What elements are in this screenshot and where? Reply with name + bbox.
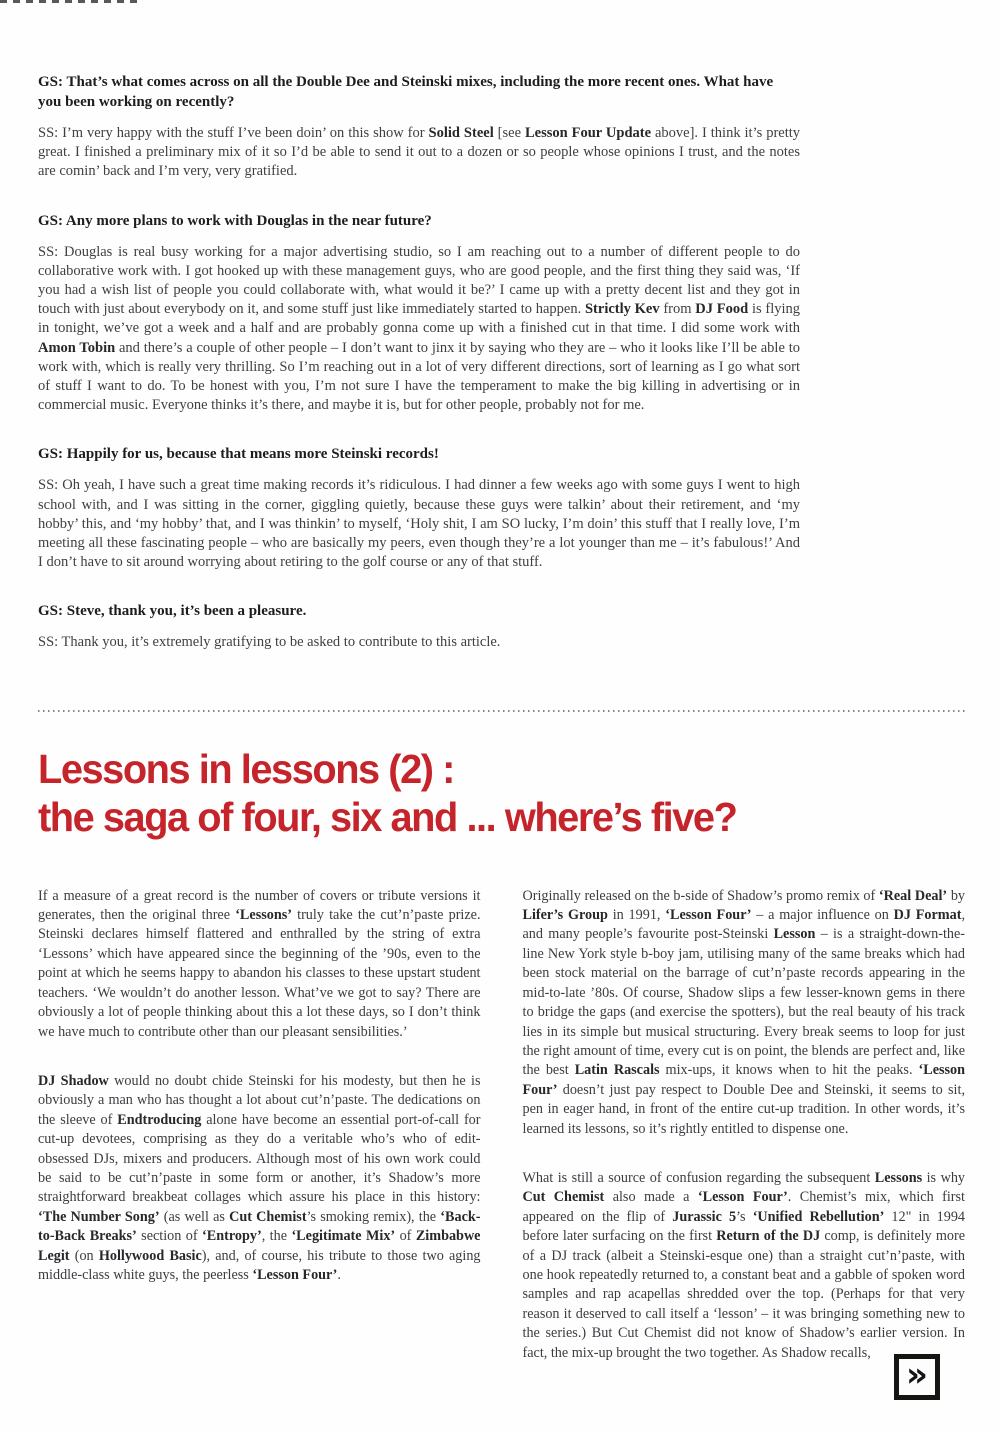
left-column-paragraph-2: DJ Shadow would no doubt chide Steinski for his modesty, but then he is obviously a man who has thought a lot about cut’n’paste. The dedications on the sleeve of Endtroducing alone have become an essential port-of-call for cut-up devotees, comprising as they do a veritable who’s who of edit-obsessed DJs, mixers and producers. Although most of his own work could be said to be cut’n’paste in some form or another, it’s Shadow’s more straightforward breakbeat collages which assure his place in this history: ‘The Number Song’ (as well as Cut Chemist’s smoking remix), the ‘Back-to-Back Breaks’ section of ‘Entropy’, the ‘Legitimate Mix’ of Zimbabwe Legit (on Hollywood Basic), and, of course, his tribute to those two aging middle-class white guys, the peerless ‘Lesson Four’. [38,1072,481,1283]
left-column-paragraph-1: If a measure of a great record is the number of covers or tribute versions it generates, then the original three ‘Lessons’ truly take the cut’n’paste prize. Steinski declares himself flattered and enthralled by the string of extra ‘Lessons’ which have appeared since the beginning of the ’90s, even to the point at which he seems happy to abandon his classes to these upstart student teachers. ‘We wouldn’t do another lesson. What’ve we got to say? There are obviously a lot of people thinking about this a lot these days, so I don’t think we have much to contribute other than our pleasant sensibilities.’ [38,887,481,1040]
headline-line-1: Lessons in lessons (2) : [38,745,454,792]
left-column [38,887,481,1393]
right-column-paragraph-1: Originally released on the b-side of Shadow’s promo remix of ‘Real Deal’ by Lifer’s Group in 1991, ‘Lesson Four’ – a major influence on DJ Format, and many people’s favourite post-Steinski Lesson – is a straight-down-the-line New York style b-boy jam, utilising many of the same breaks which had been stock material on the barrage of cut’n’paste records appearing in the mid-to-late ’80s. Of course, Shadow slips a few lesser-known gems in there to bridge the gaps (and exercise the spotters), but the real beauty of his track lies in its simple but musical structuring. Every break seems to loop for just the right amount of time, every cut is on point, the blends are perfect and, like the best Latin Rascals mix-ups, it knows when to hit the peaks. ‘Lesson Four’ doesn’t just pay respect to Double Dee and Steinski, it seems to sit, pen in eager hand, in front of the entire cut-up tradition. In other words, it’s learned its lessons, so it’s rightly entitled to dispense one. [522,887,966,1137]
dotted-divider [38,710,965,712]
headline-line-2: the saga of four, six and ... where’s five? [38,793,737,840]
double-chevron-right-icon: » [906,1355,928,1395]
article-headline [38,745,965,841]
interview-section [38,72,800,653]
scan-artifact [0,0,138,3]
article-body [38,887,965,1393]
right-column [523,887,966,1393]
interview-answer-1: SS: I’m very happy with the stuff I’ve been doin’ on this show for Solid Steel [see Lesson Four Update above]. I think it’s pretty great. I finished a preliminary mix of it so I’d be able to send it out to a dozen or so people whose opinions I trust, and the notes are comin’ back and I’m very, very gratified. [38,125,801,180]
interview-answer-2: SS: Douglas is real busy working for a major advertising studio, so I am reaching out to a number of different people to do collaborative work with. I got hooked up with these management guys, who are good people, and the first thing they said was, ‘If you had a wish list of people you could collaborate with, what would it be?’ I came up with a pretty decent list and they got in touch with just about everybody on it, and some stuff just like immediately started to happen. Strictly Kev from DJ Food is flying in tonight, we’ve got a week and a half and are probably gonna come up with a finished cut in that time. I did some work with Amon Tobin and there’s a couple of other people – I don’t want to jinx it by saying who they are – who it looks like I’ll be able to work with, which is really very thrilling. So I’m reaching out in a lot of very different directions, sort of learning as I go what sort of stuff I want to do. To be honest with you, I’m not sure I have the temperament to make the big killing in advertising or in commercial music. Everyone thinks it’s there, and maybe it is, but for other people, probably not for me. [38,243,801,414]
interview-question-4: GS: Steve, thank you, it’s been a pleasure. [38,603,307,620]
interview-answer-3: SS: Oh yeah, I have such a great time making records it’s ridiculous. I had dinner a few weeks ago with some guys I went to high school with, and I was sitting in the corner, giggling quietly, because these guys were talkin’ about their retirement, and ‘my hobby’ this, and ‘my hobby’ that, and I was thinkin’ to myself, ‘Holy shit, I am SO lucky, I’m doin’ this stuff that I really love, I’m meeting all these fascinating people – who are basically my peers, even though they’re a lot younger than me – it’s fabulous!’ And I don’t have to sit around worrying about retiring to the golf course or any of that stuff. [38,477,800,571]
next-page-button[interactable] [894,1354,940,1400]
interview-answer-4: SS: Thank you, it’s extremely gratifying to be asked to contribute to this article. [38,634,501,651]
interview-question-2: GS: Any more plans to work with Douglas in the near future? [38,212,432,229]
interview-question-1: GS: That’s what comes across on all the Double Dee and Steinski mixes, including the more recent ones. What have you been working on recently? [38,74,774,110]
interview-question-3: GS: Happily for us, because that means more Steinski records! [38,446,439,463]
right-column-paragraph-2: What is still a source of confusion regarding the subsequent Lessons is why Cut Chemist also made a ‘Lesson Four’. Chemist’s mix, which first appeared on the flip of Jurassic 5’s ‘Unified Rebellution’ 12" in 1994 before later surfacing on the first Return of the DJ comp, is definitely more of a DJ track (albeit a Steinski-esque one) than a straight cut’n’paste, with one hook repeatedly returned to, a constant beat and a gabble of spoken word samples and rap acapellas shredded over the top. (Perhaps for that very reason it deserved to call itself a ‘lesson’ – it was bringing something new to the series.) But Cut Chemist did not know of Shadow’s earlier version. In fact, the mix-up brought the two together. As Shadow recalls, [522,1169,966,1361]
